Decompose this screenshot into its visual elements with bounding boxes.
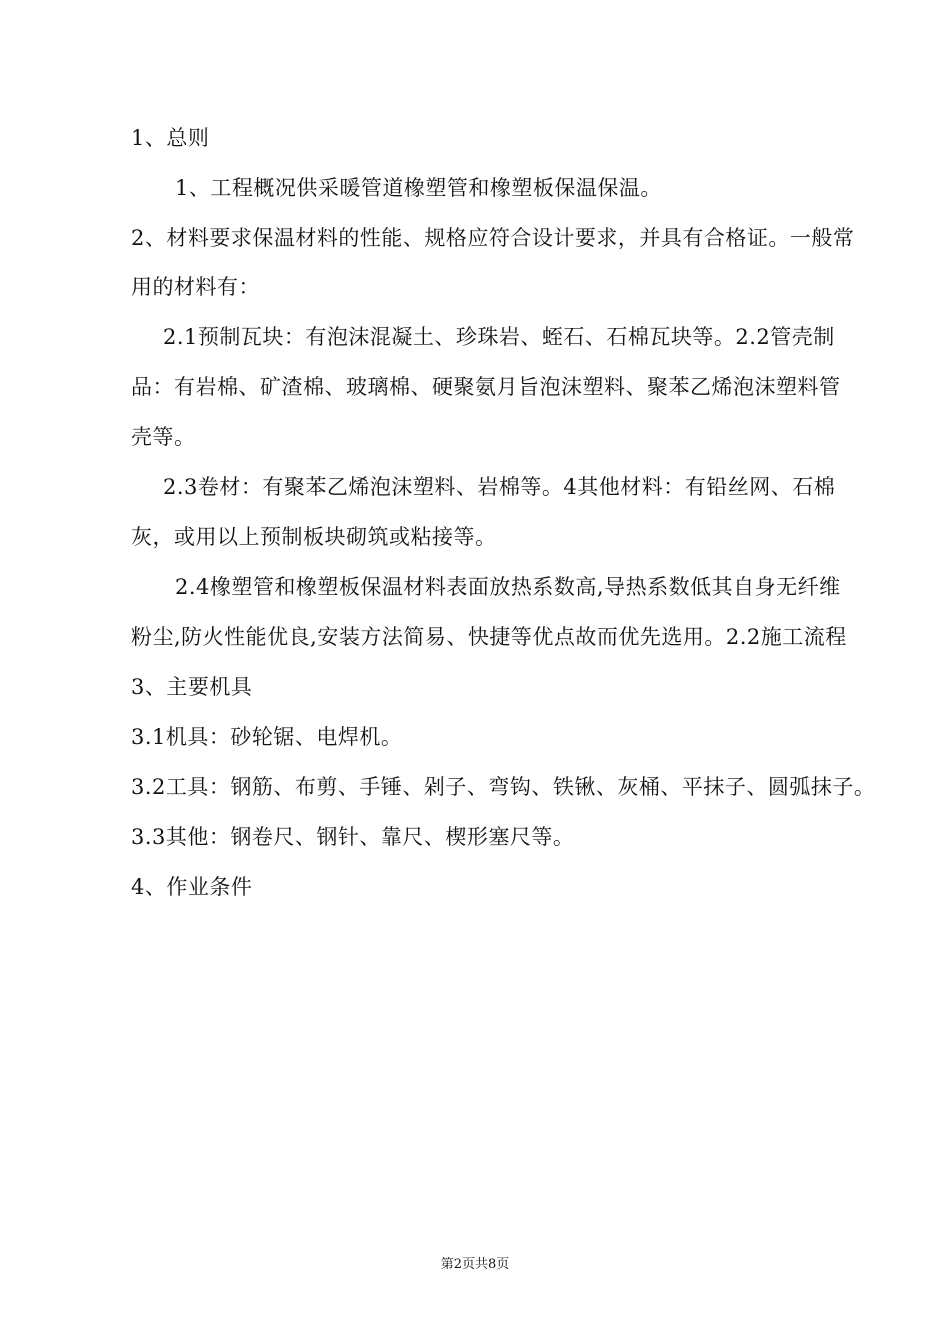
paragraph-line: 2、材料要求保温材料的性能、规格应符合设计要求，并具有合格证。一般常 bbox=[131, 226, 855, 250]
section-heading-tools: 3、主要机具 bbox=[131, 675, 253, 699]
paragraph-line: 品：有岩棉、矿渣棉、玻璃棉、硬聚氨月旨泡沫塑料、聚苯乙烯泡沫塑料管 bbox=[131, 375, 841, 399]
paragraph-line: 灰，或用以上预制板块砌筑或粘接等。 bbox=[131, 525, 497, 549]
paragraph-line: 2.4橡塑管和橡塑板保温材料表面放热系数高,导热系数低其自身无纤维 bbox=[175, 575, 841, 599]
paragraph-line: 用的材料有： bbox=[131, 275, 260, 299]
paragraph-line: 1、工程概况供采暖管道橡塑管和橡塑板保温保温。 bbox=[175, 176, 662, 200]
paragraph-line: 2.3卷材：有聚苯乙烯泡沫塑料、岩棉等。4其他材料：有铅丝网、石棉 bbox=[163, 475, 836, 499]
paragraph-line: 粉尘,防火性能优良,安装方法简易、快捷等优点故而优先选用。2.2施工流程 bbox=[131, 625, 847, 649]
section-heading-conditions: 4、作业条件 bbox=[131, 875, 253, 899]
paragraph-line: 壳等。 bbox=[131, 425, 196, 449]
paragraph-line: 3.3其他：钢卷尺、钢针、靠尺、楔形塞尺等。 bbox=[131, 825, 575, 849]
section-heading-general: 1、总则 bbox=[131, 126, 210, 150]
paragraph-line: 3.1机具：砂轮锯、电焊机。 bbox=[131, 725, 403, 749]
paragraph-line: 3.2工具：钢筋、布剪、手锤、剁子、弯钩、铁锹、灰桶、平抹子、圆弧抹子。 bbox=[131, 775, 876, 799]
page-footer: 第2页共8页 bbox=[440, 1257, 510, 1272]
paragraph-line: 2.1预制瓦块：有泡沫混凝土、珍珠岩、蛭石、石棉瓦块等。2.2管壳制 bbox=[163, 325, 835, 349]
